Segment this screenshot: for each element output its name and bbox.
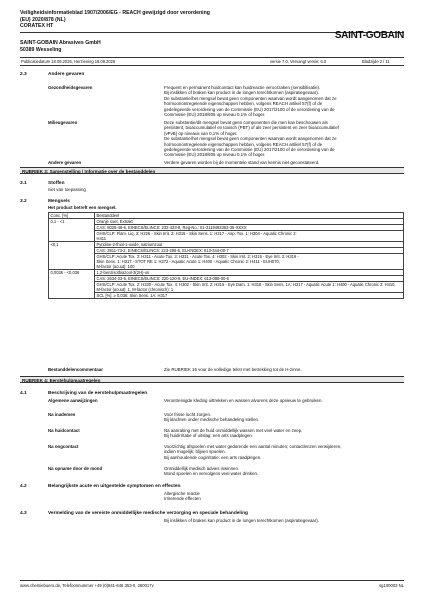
eye-contact-label: Na oogcontact <box>48 444 79 449</box>
substances-text: niet van toepassing <box>48 187 86 192</box>
other-hazards-text: Verdere gevaren worden bij de momentele stand van kennis niet geconstateerd. <box>164 160 320 165</box>
medical-treatment-text: Bij inslikken of braken kan product in de longen terechtkomen (aspiratiegevaar). <box>164 518 319 523</box>
other-hazards-label: Andere gevaren <box>48 160 82 165</box>
section-title-4-3: Vermelding van de vereiste onmiddellijke medische verzorging en speciale behandeling <box>48 511 248 516</box>
column-header-concentration: Conc. [%] <box>49 213 95 219</box>
concentration-cell: 0,1 - <1 <box>49 219 95 242</box>
text-line: hormoonontregelende eigenschappen hebben, volgens REACH artikel 57(f) of de <box>164 141 323 147</box>
text-line: Voorzichtig afspoelen met water gedurende een aantal minuten; contactlenzen verwijderen, <box>164 444 342 449</box>
component-detail-cell: CAS: 8028-48-6, EINECS/ELINCS: 232-433-8, Reg-No.: 01-2119493353-35-XXXX <box>95 225 404 231</box>
table-row <box>49 293 404 299</box>
component-name-cell: Oranje soet, Extrakt <box>95 219 404 225</box>
component-detail-cell: GHS/CLP: Flam. Liq. 3: H226 - Skin Irrit. 2: H315 - Skin Sens. 1: H317 - Asp. Tox. 1: H304 - Aquatic Chronic 2: H411 <box>95 231 404 242</box>
section-title-2-3: Andere gevaren <box>48 72 85 77</box>
page-number: Bladzijde 2 / 11 <box>362 59 390 64</box>
symptoms-text <box>164 491 201 502</box>
saint-gobain-logo: SAINT-GOBAIN <box>334 30 404 41</box>
text-line: Onmiddellijk medisch advies inwinnen. <box>164 466 240 471</box>
component-comment-text: Zie RUBRIEK 16 voor de volledige tekst met betrekking tot de H-zinne. <box>164 367 302 372</box>
title-line-2: (EU) 2020/878 (NL) <box>20 16 66 23</box>
title-line-1: Veiligheidsinformatieblad 1907/2006/EG - REACH gewijzigd door verordening <box>20 10 210 16</box>
section-num-4-3: 4.3 <box>20 511 27 516</box>
footer-divider <box>20 580 404 581</box>
component-detail-cell: SCL [%]: ≥ 0,036: Skin Sens. 1A: H317 <box>95 293 404 299</box>
health-hazards-label: Gezondheidsgevaren <box>48 85 93 90</box>
component-detail-cell: GHS/CLP: Acute Tox. 3: H311 - Acute Tox. 3: H331 - Acute Tox. 4: H302 - Skin Irrit. 2: H315 - Eye Irrit. 2: H319 - Skin Sens. 1: H317 - STOT RE 1: H372 - Aquatic Acute 1: H400 - Aquatic Chronic 2: H411 - EUH070, M-factor (acuut): 100 <box>95 254 404 270</box>
text-line: gedelegeerde verordening van de Commissie (EU) 2017/2100 of de verordening van de <box>164 147 335 153</box>
inhalation-label: Na inademen <box>48 412 76 417</box>
section-num-3-1: 3.1 <box>20 181 27 186</box>
text-line: Bij aanhoudende oogirritatie: een arts raadplegen. <box>164 454 262 460</box>
section-3-heading: RUBRIEK 3: Samenstelling / Informatie over de bestanddelen <box>20 167 404 174</box>
concentration-cell: 0,0036 - <0,036 <box>49 270 95 299</box>
revision-bar <box>20 57 404 66</box>
document-title <box>20 10 340 30</box>
section-title-4-1: Beschrijving van de eerstehulpmaatregelen <box>48 391 148 396</box>
text-line: (vPvB) op niveaus van 0,1% of hoger. <box>164 130 238 136</box>
text-line: Frequent en permanent huidcontact kan huidreactie veroorzaken (sensibilisatie). <box>164 85 321 90</box>
company-name: SAINT-GOBAIN Abrasives GmbH <box>20 40 101 46</box>
section-title-3-1: Stoffen <box>48 181 65 186</box>
environmental-hazards-label: Milieugevaren <box>48 120 78 125</box>
components-table <box>48 212 404 299</box>
table-row <box>49 282 404 293</box>
section-num-4-2: 4.2 <box>20 484 27 489</box>
health-hazards-text <box>164 85 404 117</box>
table-row <box>49 254 404 270</box>
footer-code: sg100003 NL <box>379 583 404 588</box>
product-name: CORATEX HT <box>20 23 54 30</box>
text-line: Voor frisse lucht zorgen. <box>164 412 212 417</box>
section-title-3-2: Mengsels <box>48 199 70 204</box>
eye-contact-text <box>164 444 341 460</box>
text-line: Bij klachten onder medische behandeling stellen. <box>164 417 260 423</box>
text-line: De substantie/het mengsel bevat geen componenten waarvan wordt aangenomen dat ze <box>164 95 337 101</box>
company-block <box>20 40 101 53</box>
general-advice-text: Verontreinigde kleding uittrekken en wassen alvorens deze opnieuw te gebruiken. <box>164 398 323 403</box>
component-name-cell: 1,2-benzisothiazool-3(2H)-on <box>95 270 404 276</box>
publication-dates: Publicatiedatum 18.09.2026, Herziening 18.09.2026 <box>21 59 116 64</box>
ingestion-text <box>164 466 258 477</box>
footer-contact: www.chemiebuero.de, Telefoonnummer +49 (0)941-646 353-0, 260017v <box>20 583 154 588</box>
section-num-4-1: 4.1 <box>20 391 27 396</box>
text-line: indien mogelijk; blijven spoelen. <box>164 449 226 455</box>
component-name-cell: Pyridine-2-thiol-1-oxide, natriumzout <box>95 242 404 248</box>
mixture-subtitle: Het product betreft een mengsel. <box>48 205 117 210</box>
text-line: Bij huidirritatie of uitslag: een arts raadplegen. <box>164 433 254 439</box>
general-advice-label: Algemene aanwijzingen <box>48 398 98 403</box>
section-4-heading: RUBRIEK 4: Eerstehulpmaatregelen <box>20 376 404 383</box>
concentration-cell: <0,1 <box>49 242 95 270</box>
text-line: persistent, bioaccumulatief en toxisch (PBT) of als zeer persistent en zeer bioaccumulatief <box>164 125 339 131</box>
text-line: Allergische reactie <box>164 491 200 496</box>
section-title-4-2: Belangrijkste acute en uitgestelde symptomen en effecten <box>48 484 181 489</box>
text-line: Irriterende effecten <box>164 496 201 502</box>
text-line: De substantie/het mengsel bevat geen componenten waarvan wordt aangenomen dat ze <box>164 136 337 142</box>
component-detail-cell: CAS: 2634-33-5, EINECS/ELINCS: 220-120-9, EU-INDEX: 613-088-00-6 <box>95 276 404 282</box>
text-line: Commissie (EU) 2018/605 op niveau 0,1% of hoger. <box>164 152 266 158</box>
version-info: versie 7.0, Vervangt versie: 6.0 <box>270 59 327 64</box>
text-line: Na aanraking met de huid onmiddellijk wassen met veel water en zeep. <box>164 428 303 433</box>
text-line: Commissie (EU) 2018/605 op niveau 0,1% of hoger. <box>164 112 266 118</box>
ingestion-label: Na opname door de mond <box>48 466 103 471</box>
component-comment-label: Bestanddelencommentaar <box>48 367 103 372</box>
section-num-3-2: 3.2 <box>20 199 27 204</box>
column-header-component: Bestanddeel <box>95 213 404 219</box>
table-row <box>49 231 404 242</box>
environmental-hazards-text <box>164 120 404 158</box>
inhalation-text <box>164 412 259 423</box>
text-line: Deze substantie/dit mengsel bevat geen componenten die men kan beschouwen als <box>164 120 328 125</box>
section-num-2-3: 2.3 <box>20 72 27 77</box>
text-line: Bij inslikken of braken kan product in de longen terechtkomen (aspiratiegevaar). <box>164 90 319 96</box>
skin-contact-text <box>164 428 302 439</box>
text-line: Mond spoelen en vervolgens veel water drinken. <box>164 471 259 477</box>
component-detail-cell: CAS: 3811-73-2, EINECS/ELINCS: 223-296-5, EU-INDEX: 613-344-00-7 <box>95 248 404 254</box>
text-line: gedelegeerde verordening van de Commissie (EU) 2017/2100 of de verordening van de <box>164 106 335 112</box>
text-line: hormoonontregelende eigenschappen hebben, volgens REACH artikel 57(f) of de <box>164 101 323 107</box>
company-city: 50389 Wesseling <box>20 46 62 53</box>
component-detail-cell: GHS/CLP: Acute Tox. 2: H330 - Acute Tox. 4: H302 - Skin Irrit. 2: H315 - Eye Dam. 1: H318 - Skin Sens. 1A: H317 - Aquatic Acute 1: H400 - Aquatic Chronic 2: H410, M-factor (acuut): 1, M-factor (chronisch): 1 <box>95 282 404 293</box>
skin-contact-label: Na huidcontact <box>48 428 80 433</box>
